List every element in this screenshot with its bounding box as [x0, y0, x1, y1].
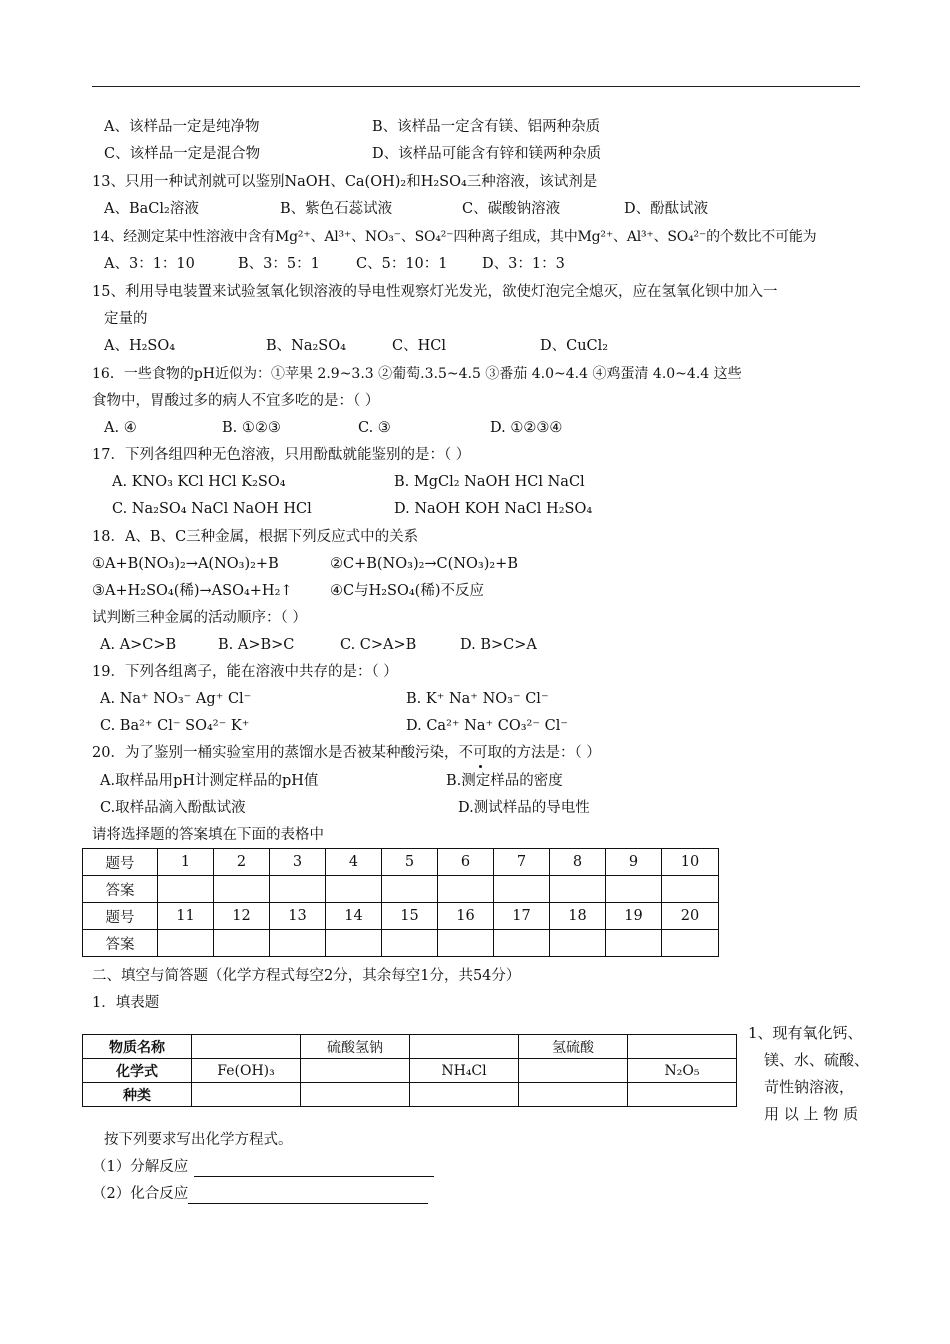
- q16-stem-line1: 16．一些食物的pH近似为：①苹果 2.9~3.3 ②葡萄.3.5~4.5 ③番茄 4.0~4.4 ④鸡蛋清 4.0~4.4 这些: [92, 366, 742, 382]
- question-number: 2: [214, 849, 270, 876]
- answer-cell[interactable]: [606, 930, 662, 957]
- substance-name-cell: 氢硫酸: [519, 1035, 628, 1059]
- header-type: 种类: [83, 1083, 192, 1107]
- q19-option-b: B. K⁺ Na⁺ NO₃⁻ Cl⁻: [406, 691, 549, 707]
- equation-combination: [92, 1184, 428, 1204]
- answer-cell[interactable]: [326, 876, 382, 903]
- formula-cell: NH₄Cl: [410, 1059, 519, 1083]
- formula-cell: N₂O₅: [628, 1059, 737, 1083]
- answer-cell[interactable]: [606, 876, 662, 903]
- question-number: 3: [270, 849, 326, 876]
- q16-option-b: B. ①②③: [222, 420, 281, 436]
- formula-row: [83, 1059, 737, 1083]
- answer-cell[interactable]: [158, 930, 214, 957]
- q13-option-b: B、紫色石蕊试液: [280, 201, 393, 217]
- header-substance-name: 物质名称: [83, 1035, 192, 1059]
- question-number: 4: [326, 849, 382, 876]
- equation-decomposition: [92, 1157, 434, 1177]
- equation-decomposition-label: （1）分解反应: [92, 1159, 189, 1175]
- answer-table-row-answers-1: [83, 876, 719, 903]
- question-number: 9: [606, 849, 662, 876]
- question-number: 13: [270, 903, 326, 930]
- answer-cell[interactable]: [270, 930, 326, 957]
- q12-option-d: D、该样品可能含有锌和镁两种杂质: [372, 146, 602, 162]
- substance-name-cell[interactable]: [192, 1035, 301, 1059]
- row-label: 答案: [83, 876, 158, 903]
- substance-table: [82, 1034, 737, 1107]
- q12-option-a: A、该样品一定是纯净物: [104, 119, 260, 135]
- type-cell[interactable]: [519, 1083, 628, 1107]
- question-number: 7: [494, 849, 550, 876]
- answer-cell[interactable]: [438, 876, 494, 903]
- q20-stem-pre: 20．为了鉴别一桶实验室用的蒸馏水是否被某种酸污染，: [92, 745, 459, 761]
- substance-name-cell: 硫酸氢钠: [301, 1035, 410, 1059]
- q15-option-b: B、Na₂SO₄: [266, 338, 346, 354]
- question-number: 19: [606, 903, 662, 930]
- type-row: [83, 1083, 737, 1107]
- answer-cell[interactable]: [438, 930, 494, 957]
- q14-option-c: C、5：10：1: [356, 256, 448, 272]
- question-number: 17: [494, 903, 550, 930]
- q17-option-b: B. MgCl₂ NaOH HCl NaCl: [394, 474, 585, 490]
- answer-cell[interactable]: [326, 930, 382, 957]
- q20-stem: [92, 743, 601, 763]
- q18-reaction-2: ②C+B(NO₃)₂→C(NO₃)₂+B: [330, 556, 518, 572]
- question-number: 14: [326, 903, 382, 930]
- q14-option-a: A、3：1：10: [104, 256, 195, 272]
- side-line: 用 以 上 物 质: [764, 1105, 859, 1123]
- q14-stem: 14、经测定某中性溶液中含有Mg²⁺、Al³⁺、NO₃⁻、SO₄²⁻四种离子组成，其中Mg²⁺、Al³⁺、SO₄²⁻的个数比不可能为: [92, 229, 817, 245]
- type-cell[interactable]: [410, 1083, 519, 1107]
- side-question-text: [748, 1020, 870, 1128]
- q19-option-a: A. Na⁺ NO₃⁻ Ag⁺ Cl⁻: [100, 691, 252, 707]
- header-formula: 化学式: [83, 1059, 192, 1083]
- type-cell[interactable]: [192, 1083, 301, 1107]
- header-rule: [92, 86, 860, 87]
- answer-table-row-answers-2: [83, 930, 719, 957]
- q16-option-c: C. ③: [358, 420, 391, 436]
- q20-stem-post: 的方法是：（ ）: [501, 745, 601, 761]
- equations-intro: 按下列要求写出化学方程式。: [104, 1132, 293, 1148]
- side-line: 1、现有氧化钙、: [748, 1024, 863, 1042]
- q20-option-b: B.测定样品的密度: [446, 773, 563, 789]
- q13-option-d: D、酚酞试液: [624, 201, 709, 217]
- side-line: 苛性钠溶液，: [764, 1078, 855, 1096]
- question-number: 15: [382, 903, 438, 930]
- type-cell[interactable]: [628, 1083, 737, 1107]
- section2-title: 二、填空与简答题（化学方程式每空2分，其余每空1分，共54分）: [92, 968, 521, 984]
- formula-cell[interactable]: [301, 1059, 410, 1083]
- q18-reaction-1: ①A+B(NO₃)₂→A(NO₃)₂+B: [92, 556, 279, 572]
- q17-option-a: A. KNO₃ KCl HCl K₂SO₄: [112, 474, 286, 490]
- q18-reaction-4: ④C与H₂SO₄(稀)不反应: [330, 583, 484, 599]
- type-cell[interactable]: [301, 1083, 410, 1107]
- question-number: 5: [382, 849, 438, 876]
- answer-cell[interactable]: [550, 930, 606, 957]
- q19-option-d: D. Ca²⁺ Na⁺ CO₃²⁻ Cl⁻: [406, 718, 568, 734]
- question-number: 1: [158, 849, 214, 876]
- q20-stem-emphasis: 不可取: [458, 745, 502, 761]
- q18-stem: 18．A、B、C三种金属，根据下列反应式中的关系: [92, 529, 419, 545]
- side-line: 镁、水、硫酸、: [764, 1051, 870, 1069]
- answer-cell[interactable]: [662, 876, 719, 903]
- q18-option-b: B. A>B>C: [218, 637, 295, 653]
- substance-name-cell[interactable]: [410, 1035, 519, 1059]
- question-number: 16: [438, 903, 494, 930]
- q16-option-a: A. ④: [104, 420, 137, 436]
- row-label: 题号: [83, 849, 158, 876]
- q13-stem: 13、只用一种试剂就可以鉴别NaOH、Ca(OH)₂和H₂SO₄三种溶液，该试剂是: [92, 174, 598, 190]
- q14-option-b: B、3：5：1: [238, 256, 320, 272]
- q20-option-a: A.取样品用pH计测定样品的pH值: [100, 773, 319, 789]
- q19-stem: 19．下列各组离子，能在溶液中共存的是：（ ）: [92, 664, 398, 680]
- answer-table-caption: 请将选择题的答案填在下面的表格中: [92, 827, 324, 843]
- q18-option-a: A. A>C>B: [100, 637, 177, 653]
- formula-cell: Fe(OH)₃: [192, 1059, 301, 1083]
- q17-stem: 17．下列各组四种无色溶液，只用酚酞就能鉴别的是：（ ）: [92, 447, 471, 463]
- q15-stem-line2: 定量的: [104, 311, 148, 327]
- answer-cell[interactable]: [550, 876, 606, 903]
- q16-stem-line2: 食物中，胃酸过多的病人不宜多吃的是：（ ）: [92, 393, 380, 409]
- answer-cell[interactable]: [158, 876, 214, 903]
- formula-cell[interactable]: [519, 1059, 628, 1083]
- q15-option-c: C、HCl: [392, 338, 446, 354]
- q15-stem-line1: 15、利用导电装置来试验氢氧化钡溶液的导电性观察灯光发光，欲使灯泡完全熄灭，应在氢氧化钡中加入一: [92, 284, 778, 300]
- q14-option-d: D、3：1：3: [482, 256, 565, 272]
- q18-option-d: D. B>C>A: [460, 637, 537, 653]
- substance-name-cell[interactable]: [628, 1035, 737, 1059]
- row-label: 答案: [83, 930, 158, 957]
- q20-option-d: D.测试样品的导电性: [458, 800, 590, 816]
- q15-option-a: A、H₂SO₄: [104, 338, 176, 354]
- row-label: 题号: [83, 903, 158, 930]
- q17-option-c: C. Na₂SO₄ NaCl NaOH HCl: [112, 501, 312, 517]
- answer-cell[interactable]: [214, 876, 270, 903]
- question-number: 6: [438, 849, 494, 876]
- q18-option-c: C. C>A>B: [340, 637, 417, 653]
- q15-option-d: D、CuCl₂: [540, 338, 609, 354]
- question-number: 12: [214, 903, 270, 930]
- question-number: 10: [662, 849, 719, 876]
- answer-cell[interactable]: [382, 876, 438, 903]
- q12-option-b: B、该样品一定含有镁、铝两种杂质: [372, 119, 601, 135]
- answer-table-row-numbers-2: [83, 903, 719, 930]
- q13-option-c: C、碳酸钠溶液: [462, 201, 561, 217]
- combination-answer-blank[interactable]: [188, 1188, 428, 1204]
- q20-option-c: C.取样品滴入酚酞试液: [100, 800, 246, 816]
- question-number: 18: [550, 903, 606, 930]
- question-number: 20: [662, 903, 719, 930]
- question-number: 11: [158, 903, 214, 930]
- answer-cell[interactable]: [494, 930, 550, 957]
- q17-option-d: D. NaOH KOH NaCl H₂SO₄: [394, 501, 593, 517]
- q18-reaction-3: ③A+H₂SO₄(稀)→ASO₄+H₂↑: [92, 583, 293, 599]
- answer-cell[interactable]: [494, 876, 550, 903]
- q12-option-c: C、该样品一定是混合物: [104, 146, 261, 162]
- answer-table-row-numbers-1: [83, 849, 719, 876]
- q13-option-a: A、BaCl₂溶液: [104, 201, 199, 217]
- answer-cell[interactable]: [662, 930, 719, 957]
- answer-cell[interactable]: [214, 930, 270, 957]
- substance-name-row: [83, 1035, 737, 1059]
- q18-question: 试判断三种金属的活动顺序：（ ）: [92, 610, 307, 626]
- q16-option-d: D. ①②③④: [490, 420, 563, 436]
- question-number: 8: [550, 849, 606, 876]
- answer-cell[interactable]: [382, 930, 438, 957]
- q19-option-c: C. Ba²⁺ Cl⁻ SO₄²⁻ K⁺: [100, 718, 250, 734]
- answer-table: [82, 848, 719, 957]
- decomposition-answer-blank[interactable]: [194, 1161, 434, 1177]
- answer-cell[interactable]: [270, 876, 326, 903]
- equation-combination-label: （2）化合反应: [92, 1186, 189, 1202]
- section2-q1: 1．填表题: [92, 995, 160, 1011]
